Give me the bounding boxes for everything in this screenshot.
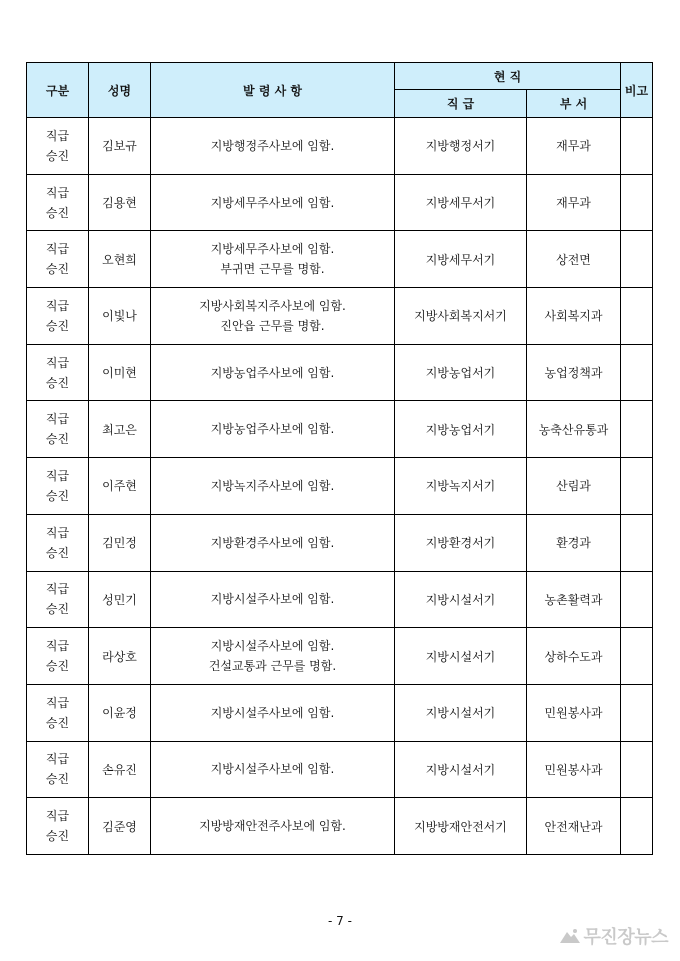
department-cell: 상하수도과 (527, 628, 621, 685)
name-cell: 이주현 (89, 458, 151, 515)
action-cell: 지방사회복지주사보에 임함. 진안읍 근무를 명함. (151, 288, 395, 345)
category-cell: 직급 승진 (27, 798, 89, 855)
mountain-logo-icon (560, 928, 580, 944)
action-cell: 지방시설주사보에 임함. (151, 741, 395, 798)
position-cell: 지방환경서기 (395, 514, 527, 571)
name-cell: 성민기 (89, 571, 151, 628)
table-row (27, 571, 653, 628)
position-cell: 지방녹지서기 (395, 458, 527, 515)
category-cell: 직급 승진 (27, 288, 89, 345)
position-cell: 지방행정서기 (395, 118, 527, 175)
table-row (27, 741, 653, 798)
position-cell: 지방세무서기 (395, 231, 527, 288)
header-current: 현 직 (395, 63, 621, 90)
header-category: 구분 (27, 63, 89, 118)
department-cell: 농축산유통과 (527, 401, 621, 458)
remarks-cell (621, 741, 653, 798)
name-cell: 김민정 (89, 514, 151, 571)
name-cell: 이빛나 (89, 288, 151, 345)
position-cell: 지방농업서기 (395, 344, 527, 401)
page-number: - 7 - (328, 914, 352, 928)
table-row (27, 118, 653, 175)
action-cell: 지방행정주사보에 임함. (151, 118, 395, 175)
category-cell: 직급 승진 (27, 344, 89, 401)
action-cell: 지방시설주사보에 임함. 건설교통과 근무를 명함. (151, 628, 395, 685)
remarks-cell (621, 628, 653, 685)
table-row (27, 458, 653, 515)
category-cell: 직급 승진 (27, 684, 89, 741)
name-cell: 이미현 (89, 344, 151, 401)
action-cell: 지방시설주사보에 임함. (151, 684, 395, 741)
category-cell: 직급 승진 (27, 571, 89, 628)
table-row (27, 514, 653, 571)
name-cell: 김용현 (89, 174, 151, 231)
action-cell: 지방환경주사보에 임함. (151, 514, 395, 571)
name-cell: 김보규 (89, 118, 151, 175)
remarks-cell (621, 118, 653, 175)
action-cell: 지방세무주사보에 임함. (151, 174, 395, 231)
department-cell: 상전면 (527, 231, 621, 288)
remarks-cell (621, 344, 653, 401)
name-cell: 손유진 (89, 741, 151, 798)
watermark-text: 무진장뉴스 (583, 927, 668, 948)
name-cell: 김준영 (89, 798, 151, 855)
position-cell: 지방시설서기 (395, 628, 527, 685)
header-position: 직 급 (395, 90, 527, 118)
department-cell: 환경과 (527, 514, 621, 571)
table-row (27, 344, 653, 401)
table-row (27, 628, 653, 685)
table-row (27, 684, 653, 741)
watermark (560, 923, 668, 949)
position-cell: 지방시설서기 (395, 741, 527, 798)
header-remarks: 비고 (621, 63, 653, 118)
department-cell: 산림과 (527, 458, 621, 515)
action-cell: 지방녹지주사보에 임함. (151, 458, 395, 515)
remarks-cell (621, 684, 653, 741)
position-cell: 지방세무서기 (395, 174, 527, 231)
department-cell: 농업정책과 (527, 344, 621, 401)
position-cell: 지방사회복지서기 (395, 288, 527, 345)
action-cell: 지방방재안전주사보에 임함. (151, 798, 395, 855)
action-cell: 지방농업주사보에 임함. (151, 401, 395, 458)
category-cell: 직급 승진 (27, 231, 89, 288)
category-cell: 직급 승진 (27, 174, 89, 231)
category-cell: 직급 승진 (27, 458, 89, 515)
department-cell: 재무과 (527, 118, 621, 175)
table-row (27, 401, 653, 458)
category-cell: 직급 승진 (27, 118, 89, 175)
category-cell: 직급 승진 (27, 628, 89, 685)
remarks-cell (621, 231, 653, 288)
action-cell: 지방농업주사보에 임함. (151, 344, 395, 401)
department-cell: 민원봉사과 (527, 741, 621, 798)
table-row (27, 798, 653, 855)
remarks-cell (621, 174, 653, 231)
position-cell: 지방농업서기 (395, 401, 527, 458)
name-cell: 이윤정 (89, 684, 151, 741)
name-cell: 라상호 (89, 628, 151, 685)
table-row (27, 288, 653, 345)
department-cell: 사회복지과 (527, 288, 621, 345)
category-cell: 직급 승진 (27, 514, 89, 571)
remarks-cell (621, 401, 653, 458)
department-cell: 민원봉사과 (527, 684, 621, 741)
table-row (27, 174, 653, 231)
name-cell: 오현희 (89, 231, 151, 288)
table-row (27, 231, 653, 288)
action-cell: 지방시설주사보에 임함. (151, 571, 395, 628)
position-cell: 지방방재안전서기 (395, 798, 527, 855)
header-name: 성명 (89, 63, 151, 118)
personnel-table (26, 62, 653, 855)
action-cell: 지방세무주사보에 임함. 부귀면 근무를 명함. (151, 231, 395, 288)
remarks-cell (621, 288, 653, 345)
remarks-cell (621, 571, 653, 628)
position-cell: 지방시설서기 (395, 571, 527, 628)
category-cell: 직급 승진 (27, 741, 89, 798)
remarks-cell (621, 514, 653, 571)
department-cell: 재무과 (527, 174, 621, 231)
category-cell: 직급 승진 (27, 401, 89, 458)
position-cell: 지방시설서기 (395, 684, 527, 741)
department-cell: 안전재난과 (527, 798, 621, 855)
header-department: 부 서 (527, 90, 621, 118)
department-cell: 농촌활력과 (527, 571, 621, 628)
name-cell: 최고은 (89, 401, 151, 458)
remarks-cell (621, 798, 653, 855)
header-action: 발 령 사 항 (151, 63, 395, 118)
remarks-cell (621, 458, 653, 515)
